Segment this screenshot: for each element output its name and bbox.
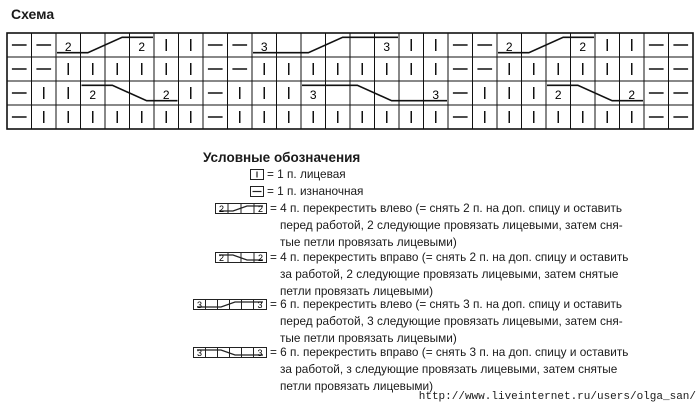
cable-2-left-label-b: 2	[257, 204, 264, 214]
cable-count-label: 2	[138, 40, 146, 55]
cable-2-right-icon	[215, 252, 267, 263]
cable-3-right-label-b: 3	[257, 348, 263, 358]
cable-count-label: 3	[383, 40, 391, 55]
legend-text-cable-3-right-1: = 6 п. перекрестить вправо (= снять 3 п. на доп. спицу и оставить	[270, 345, 629, 359]
stitch-chart	[0, 0, 700, 140]
legend-text-cable-3-left-1: = 6 п. перекрестить влево (= снять 3 п. на доп. спицу и оставить	[270, 297, 623, 311]
cable-count-label: 2	[554, 88, 562, 103]
cable-3-right-icon	[193, 347, 267, 358]
cable-count-label: 2	[505, 40, 513, 55]
watermark-url: http://www.liveinternet.ru/users/olga_san/	[418, 391, 696, 403]
legend-text-cable-3-left-3: тые петли провязать лицевыми)	[280, 331, 457, 345]
legend-text-cable-2-left-1: = 4 п. перекрестить влево (= снять 2 п. на доп. спицу и оставить	[270, 201, 623, 215]
legend-text-cable-2-right-3: петли провязать лицевыми)	[280, 284, 434, 298]
cable-count-label: 3	[309, 88, 317, 103]
chart-title: Схема	[11, 6, 55, 22]
cable-3-left-label-a: 3	[196, 300, 203, 310]
cable-count-label: 2	[579, 40, 587, 55]
legend-text-cable-3-right-3: петли провязать лицевыми)	[280, 379, 434, 393]
cable-3-left-label-b: 3	[257, 300, 263, 310]
cable-count-label: 2	[628, 88, 636, 103]
cable-2-right-label-b: 2	[257, 253, 264, 263]
legend-text-knit: = 1 п. лицевая	[267, 167, 346, 181]
legend-text-cable-2-left-3: тые петли провязать лицевыми)	[280, 235, 457, 249]
legend-text-cable-2-right-2: за работой, 2 следующие провязать лицевыми, затем снятые	[280, 267, 619, 281]
legend-text-cable-3-right-2: за работой, з следующие провязать лицевыми, затем снятые	[280, 362, 618, 376]
legend-title: Условные обозначения	[203, 150, 361, 165]
cable-count-label: 2	[162, 88, 170, 103]
cable-count-label: 2	[89, 88, 97, 103]
purl-symbol-icon	[250, 186, 264, 197]
cable-3-right-label-a: 3	[196, 348, 203, 358]
cable-count-label: 2	[64, 40, 72, 55]
cable-2-right-label-a: 2	[218, 253, 225, 263]
cable-2-left-icon	[215, 203, 267, 214]
cable-3-left-icon	[193, 299, 267, 310]
cable-2-left-label-a: 2	[218, 204, 225, 214]
cable-count-label: 3	[432, 88, 440, 103]
legend-text-cable-2-left-2: перед работой, 2 следующие провязать лицевыми, затем сня-	[280, 218, 623, 232]
legend-text-cable-3-left-2: перед работой, 3 следующие провязать лицевыми, затем сня-	[280, 314, 623, 328]
legend-text-cable-2-right-1: = 4 п. перекрестить вправо (= снять 2 п. на доп. спицу и оставить	[270, 250, 629, 264]
legend-text-purl: = 1 п. изнаночная	[267, 184, 364, 198]
knit-symbol-icon	[250, 169, 264, 180]
cable-count-label: 3	[260, 40, 268, 55]
